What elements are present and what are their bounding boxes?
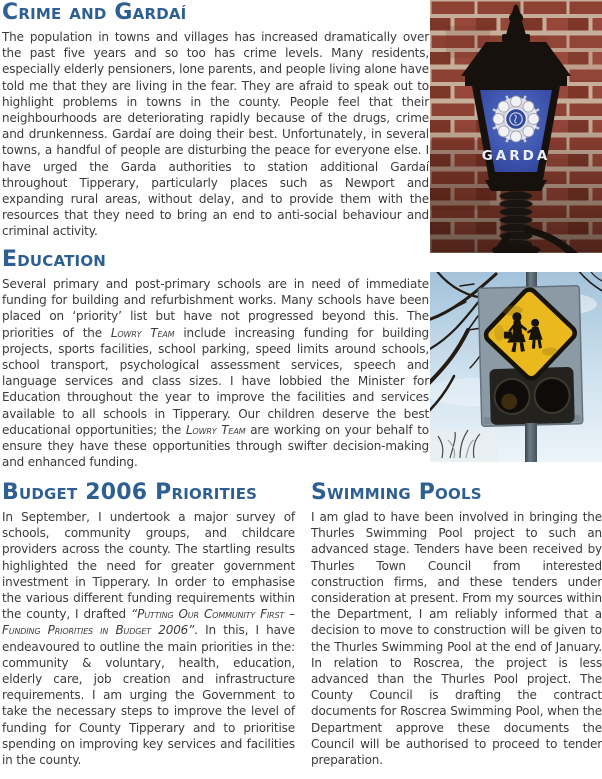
garda-lamp-illustration [430,0,602,253]
text-segment: include increasing funding for building projects, sports facilities, school parking, speed limits around schools, school transport, psychological assessment services, speech and language services and class sizes. I have lobbied the Minister for Education throughout the year to improve the facilities and services available to all schools in Tipperary. Our children deserve the best educational opportunities; the [2,325,429,437]
text-segment: Lowry Team [110,325,175,340]
education-paragraph [2,276,429,470]
section-budget-2006-priorities [2,480,295,768]
school-sign-illustration [430,272,602,462]
crime-heading: Crime and Gardaí [2,0,187,25]
garda-text: GARDA [481,148,551,164]
garda-lamp-photo [430,0,602,253]
education-heading: Education [2,247,107,272]
text-segment: In September, I undertook a major survey of schools, community groups, and childcare providers across the county. The startling results highlighted the need for greater government investment in Tipperary. In order to emphasise the various different funding requirements within the county, I drafted [2,510,295,622]
section-crime-and-gardai [2,0,429,240]
section-swimming-pools [311,480,602,768]
sign-assembly [478,285,583,426]
text-segment: Lowry Team [185,422,246,437]
text-segment: are working on your behalf to ensure they have these opportunities through swifter decision-making and enhanced funding. [2,422,429,470]
budget-heading: Budget 2006 Priorities [2,480,258,505]
sign-pole-bottom [525,423,537,462]
swimming-paragraph: I am glad to have been involved in bringing the Thurles Swimming Pool project to such an advanced stage. Tenders have been received by Thurles Town Council from interested construction firms, and these tenders under consideration at present. From my sources within the Department, I am reliably informed that a decision to move to construction will be given to the Thurles Swimming Pool at the end of January. In relation to Roscrea, the project is less advanced than the Thurles Pool project. The County Council is drafting the contract documents for Roscrea Swimming Pool, when the Department approve these documents the Council will be authorised to proceed to tender preparation. [311,510,602,768]
swimming-heading: Swimming Pools [311,480,482,505]
budget-paragraph [2,509,295,768]
text-segment: Several primary and post-primary schools are in need of immediate funding for building and refurbishment works. Many schools have been placed on ‘priority’ list but have not progressed beyond this. The priorities of the [2,277,429,340]
school-crossing-sign-photo [430,272,602,462]
crime-paragraph: The population in towns and villages has increased dramatically over the past five years and so too has crime levels. Many residents, especially elderly pensioners, lone parents, and people living alone have told me that they are living in the fear. They are afraid to speak out to highlight problems in towns in the county. People feel that their neighbourhoods are deteriorating rapidly because of the drugs, crime and drunkenness. Gardaí are doing their best. Unfortunately, in several towns, a handful of people are disturbing the peace for everyone else. I have urged the Garda authorities to station additional Gardaí throughout Tipperary, particularly places such as Newport and expanding rural areas, without delay, and to provide them with the resources that they need to bring an end to anti-social behaviour and criminal activity. [2,30,429,239]
text-segment: . In this, I have endeavoured to outline the main priorities in the: community & voluntary, health, education, elderly care, job creation and infrastructure requirements. I am urging the Government to take the necessary steps to improve the level of funding for County Tipperary and to prioritise spending on improving key services and facilities in the county. [2,623,295,768]
section-education [2,247,429,470]
garda-crest [493,96,539,142]
text-segment: “Putting Our Community First – Funding Priorities in Budget 2006” [2,607,295,638]
